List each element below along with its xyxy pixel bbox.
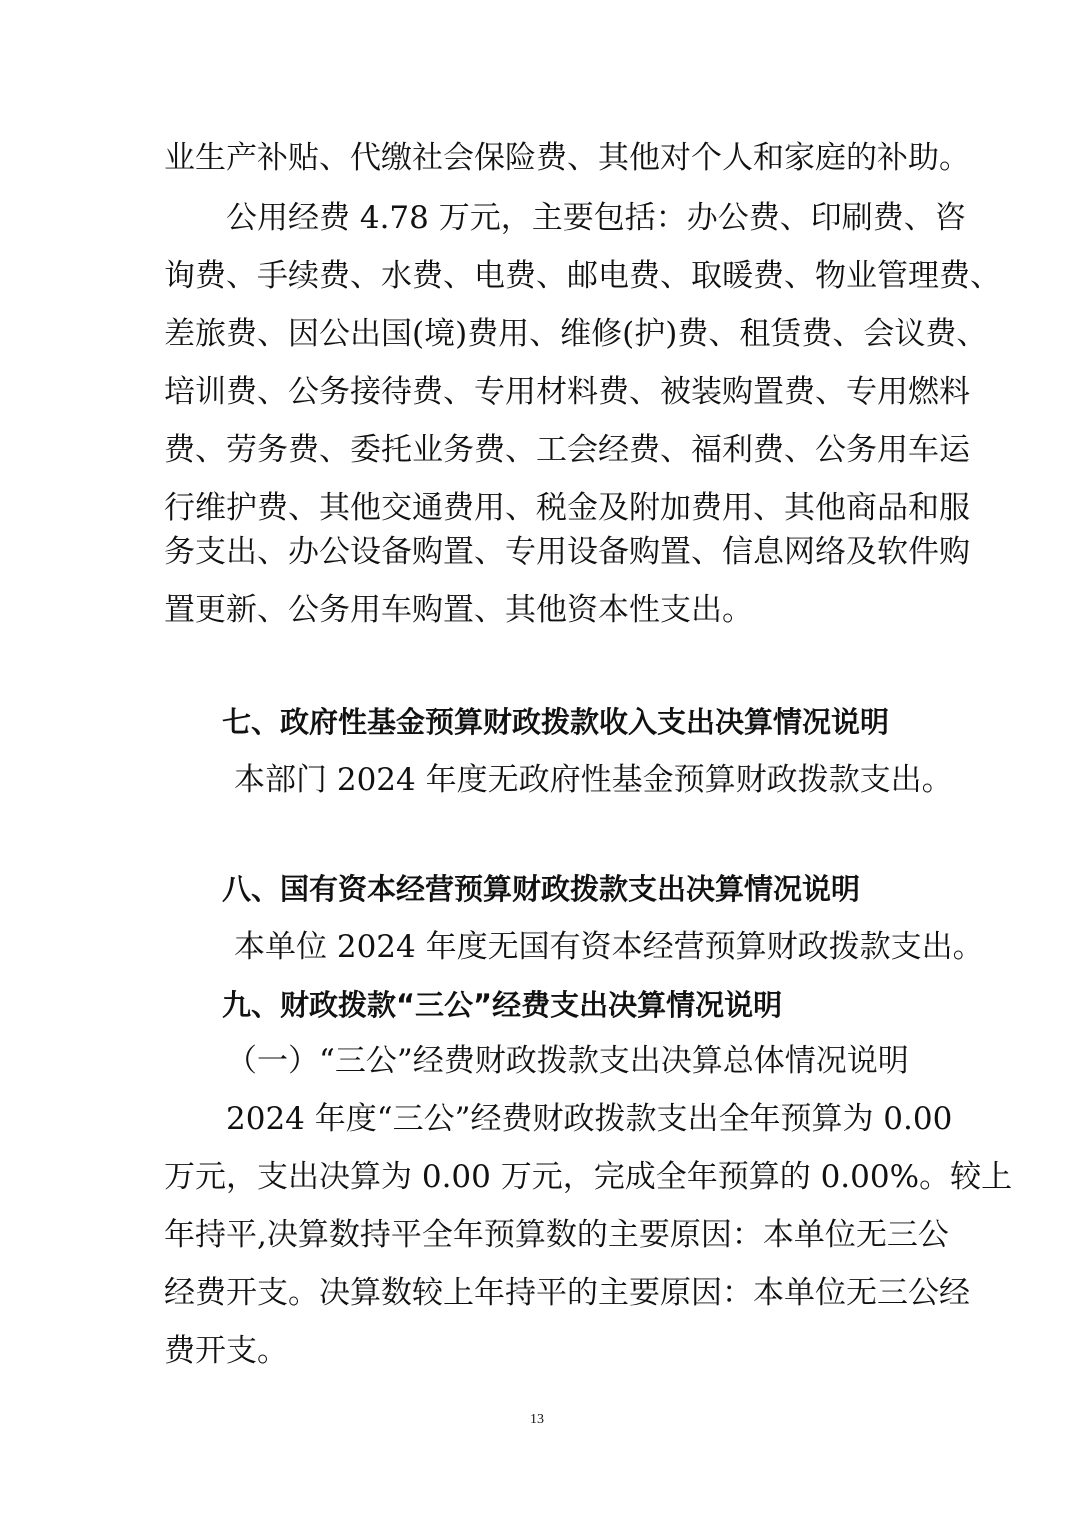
sub-heading: （一）“三公”经费财政拨款支出决算总体情况说明 [226, 1043, 909, 1079]
paragraph-line: 询费、手续费、水费、电费、邮电费、取暖费、物业管理费、 [164, 258, 1001, 294]
paragraph-line: 务支出、办公设备购置、专用设备购置、信息网络及软件购 [164, 534, 970, 570]
paragraph-line: 培训费、公务接待费、专用材料费、被装购置费、专用燃料 [164, 374, 970, 410]
section-body-8: 本单位 2024 年度无国有资本经营预算财政拨款支出。 [234, 929, 984, 965]
paragraph-line: 公用经费 4.78 万元，主要包括：办公费、印刷费、咨 [226, 200, 966, 236]
section-heading-9: 九、财政拨款“三公”经费支出决算情况说明 [222, 988, 783, 1022]
paragraph-line: 业生产补贴、代缴社会保险费、其他对个人和家庭的补助。 [164, 140, 970, 176]
paragraph-line: 2024 年度“三公”经费财政拨款支出全年预算为 0.00 [226, 1101, 953, 1137]
paragraph-line: 费开支。 [164, 1333, 288, 1369]
paragraph-line: 置更新、公务用车购置、其他资本性支出。 [164, 592, 753, 628]
paragraph-line: 费、劳务费、委托业务费、工会经费、福利费、公务用车运 [164, 432, 970, 468]
paragraph-line: 经费开支。决算数较上年持平的主要原因：本单位无三公经 [164, 1275, 970, 1311]
paragraph-line: 差旅费、因公出国(境)费用、维修(护)费、租赁费、会议费、 [164, 316, 988, 352]
section-heading-7: 七、政府性基金预算财政拨款收入支出决算情况说明 [222, 705, 890, 739]
section-heading-8: 八、国有资本经营预算财政拨款支出决算情况说明 [222, 872, 861, 906]
paragraph-line: 行维护费、其他交通费用、税金及附加费用、其他商品和服 [164, 490, 970, 526]
page-number: 13 [530, 1412, 544, 1427]
section-body-7: 本部门 2024 年度无政府性基金预算财政拨款支出。 [234, 762, 953, 798]
paragraph-line: 年持平,决算数持平全年预算数的主要原因：本单位无三公 [164, 1217, 949, 1253]
paragraph-line: 万元，支出决算为 0.00 万元，完成全年预算的 0.00%。较上 [164, 1159, 1013, 1195]
